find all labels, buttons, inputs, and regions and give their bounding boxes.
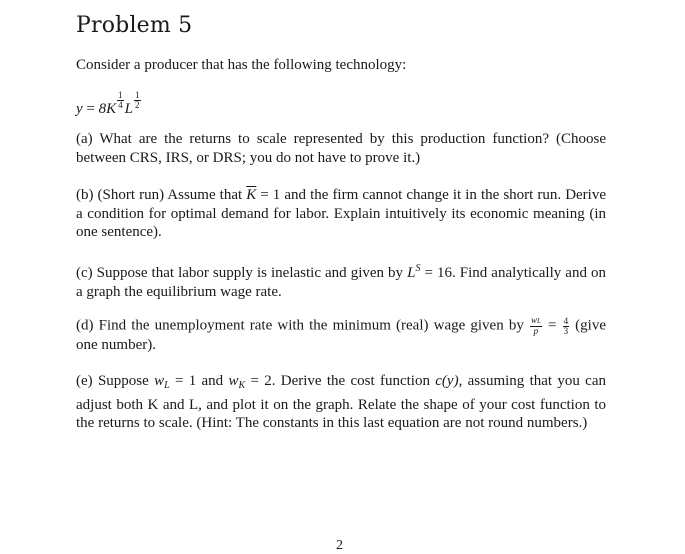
k-exponent: $\frac{1}{4}$: [118, 90, 123, 110]
problem-title: Problem 5: [76, 13, 193, 38]
part-e: (e) Suppose $w_L = 1$ and $w_K = 2$. Derive the cost function c(y), assuming that you can adjust both K and L, and plot it on the graph. Relate the shape of your cost function to the returns to scale. (Hint: The constants in this last equation are not round numbers.): [76, 373, 606, 431]
part-c: (c) Suppose that labor supply is inelastic and given by $L^S = 16$. Find analytically and on a graph the equilibrium wage rate.: [76, 263, 606, 300]
k-bar: $\overline{K}$: [246, 187, 257, 203]
page-number: 2: [336, 538, 343, 553]
formula-8k: 8K: [98, 101, 117, 117]
formula-l: L: [124, 101, 133, 117]
real-wage-fraction: $\frac{wL}{p}$: [530, 315, 541, 336]
l-exponent: $\frac{1}{2}$: [135, 90, 140, 110]
formula-eq: =: [86, 101, 95, 117]
part-b: (b) (Short run) Assume that $\overline{K} = 1$ and the firm cannot change it in the short run. Derive a condition for optimal demand for labor. Explain intuitively its economic meaning (in one sentence).: [76, 187, 607, 240]
four-thirds-fraction: $\frac{4}{3}$: [563, 315, 569, 336]
intro-text: Consider a producer that has the following technology:: [76, 57, 407, 73]
formula-y: y: [76, 101, 83, 117]
production-function: [76, 91, 606, 119]
part-d: (d) Find the unemployment rate with the minimum (real) wage given by $\frac{wL}{p}$ = $\frac{4}{3}$ (give one number).: [76, 315, 606, 353]
part-a: (a) What are the returns to scale represented by this production function? (Choose between CRS, IRS, or DRS; you do not have to prove it.): [76, 131, 606, 166]
